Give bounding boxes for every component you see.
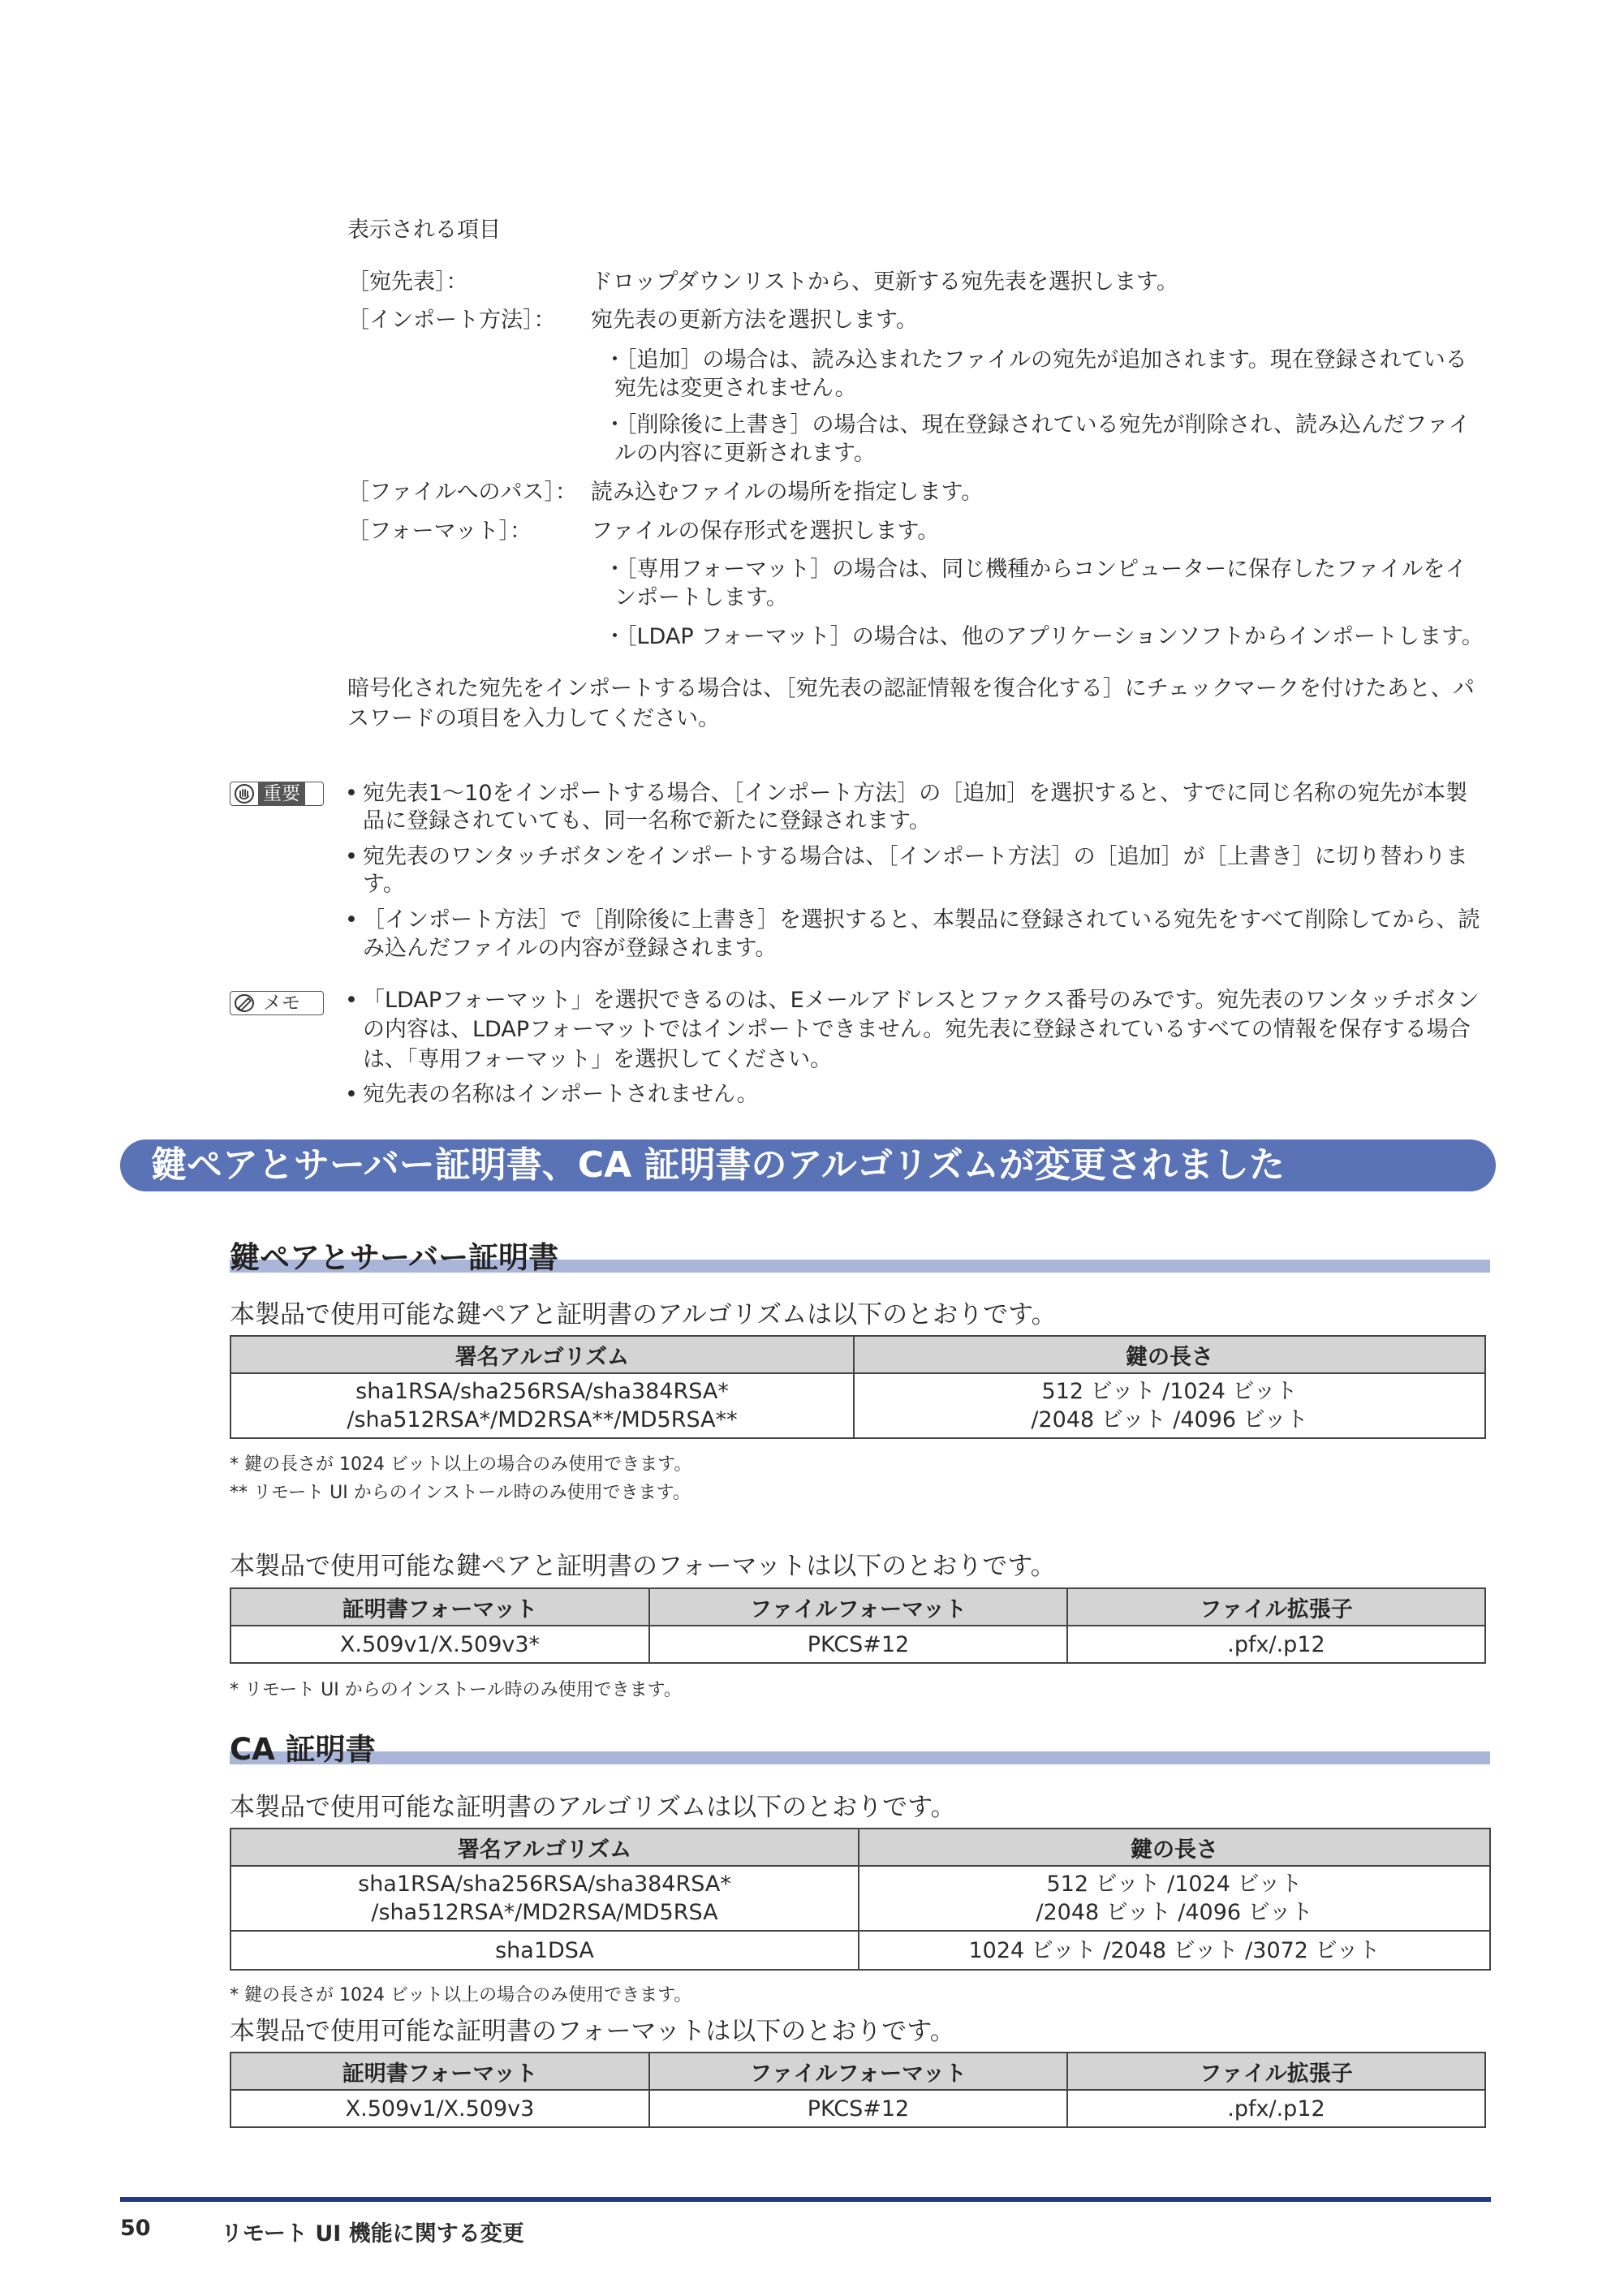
table-header: 署名アルゴリズム bbox=[230, 1336, 854, 1373]
term-address-book: ［宛先表］： bbox=[347, 269, 468, 295]
memo-bullet-1-line2: の内容は、LDAPフォーマットではインポートできません。宛先表に登録されているすべての情報を保存する場合 bbox=[363, 1017, 1471, 1042]
encrypted-note-line1: 暗号化された宛先をインポートする場合は、［宛先表の認証情報を復合化する］にチェックマークを付けたあと、パ bbox=[347, 676, 1475, 701]
term-import-method: ［インポート方法］： bbox=[347, 308, 556, 333]
server-cert-heading: 鍵ペアとサーバー証明書 bbox=[230, 1240, 559, 1275]
table-row bbox=[230, 1373, 1485, 1438]
server-cert-note-1: * 鍵の長さが 1024 ビット以上の場合のみ使用できます。 bbox=[230, 1454, 692, 1475]
table-cell: .pfx/.p12 bbox=[1067, 1626, 1485, 1663]
important-bullet-dot-1: • bbox=[345, 781, 358, 806]
table-header: ファイルフォーマット bbox=[649, 1588, 1067, 1626]
important-badge bbox=[230, 782, 324, 806]
encrypted-note-line2: スワードの項目を入力してください。 bbox=[347, 706, 720, 731]
server-cert-format-note: * リモート UI からのインストール時のみ使用できます。 bbox=[230, 1680, 682, 1700]
table-header: ファイル拡張子 bbox=[1067, 1588, 1485, 1626]
import-add-line2: 宛先は変更されません。 bbox=[614, 376, 857, 401]
server-cert-format-table bbox=[230, 1587, 1486, 1664]
table-row bbox=[230, 1931, 1490, 1970]
table-header: ファイル拡張子 bbox=[1067, 2053, 1485, 2090]
memo-bullet-2: 宛先表の名称はインポートされません。 bbox=[363, 1082, 759, 1107]
server-cert-algo-lead: 本製品で使用可能な鍵ペアと証明書のアルゴリズムは以下のとおりです。 bbox=[230, 1300, 1057, 1329]
table-cell: 1024 ビット /2048 ビット /3072 ビット bbox=[859, 1931, 1490, 1970]
table-cell bbox=[859, 1866, 1490, 1931]
table-cell: X.509v1/X.509v3 bbox=[230, 2090, 649, 2127]
server-cert-format-lead: 本製品で使用可能な鍵ペアと証明書のフォーマットは以下のとおりです。 bbox=[230, 1552, 1056, 1581]
table-cell: sha1DSA bbox=[230, 1931, 859, 1970]
important-bullet-1-line1: 宛先表1～10をインポートする場合、［インポート方法］の［追加］を選択すると、すでに同じ名称の宛先が本製 bbox=[363, 781, 1468, 806]
table-cell: .pfx/.p12 bbox=[1067, 2090, 1485, 2127]
memo-bullet-1-line3: は、「専用フォーマット」を選択してください。 bbox=[363, 1047, 833, 1072]
import-overwrite-line2: ルの内容に更新されます。 bbox=[614, 441, 876, 466]
import-add-line1: ・［追加］の場合は、読み込まれたファイルの宛先が追加されます。現在登録されている bbox=[604, 347, 1467, 373]
import-overwrite-line1: ・［削除後に上書き］の場合は、現在登録されている宛先が削除され、読み込んだファイ bbox=[604, 412, 1471, 437]
length-line: /2048 ビット /4096 ビット bbox=[1036, 1900, 1313, 1925]
ca-cert-algo-table bbox=[230, 1828, 1491, 1971]
table-cell: PKCS#12 bbox=[649, 1626, 1067, 1663]
important-bullet-2-line1: 宛先表のワンタッチボタンをインポートする場合は、［インポート方法］の［追加］が［上書き］に切り替わりま bbox=[363, 844, 1468, 869]
table-header: 署名アルゴリズム bbox=[230, 1829, 859, 1866]
term-format: ［フォーマット］： bbox=[347, 519, 532, 544]
table-cell: X.509v1/X.509v3* bbox=[230, 1626, 649, 1663]
table-row bbox=[230, 2090, 1485, 2127]
important-bullet-2-line2: す。 bbox=[363, 872, 405, 897]
section-banner-title: 鍵ペアとサーバー証明書、CA 証明書のアルゴリズムが変更されました bbox=[151, 1144, 1285, 1186]
memo-badge bbox=[230, 991, 324, 1015]
memo-label: メモ bbox=[263, 993, 300, 1014]
algo-line: sha1RSA/sha256RSA/sha384RSA* bbox=[355, 1379, 729, 1404]
format-dedicated-line2: ンポートします。 bbox=[614, 585, 788, 610]
memo-bullet-dot-2: • bbox=[345, 1082, 358, 1107]
length-line: /2048 ビット /4096 ビット bbox=[1031, 1407, 1308, 1432]
ca-cert-format-lead: 本製品で使用可能な証明書のフォーマットは以下のとおりです。 bbox=[230, 2017, 955, 2046]
memo-bullet-dot-1: • bbox=[345, 988, 358, 1013]
length-line: 512 ビット /1024 ビット bbox=[1041, 1379, 1298, 1404]
term-file-path: ［ファイルへのパス］： bbox=[347, 480, 577, 505]
important-bullet-1-line2: 品に登録されていても、同一名称で新たに登録されます。 bbox=[363, 808, 931, 834]
server-cert-note-2: ** リモート UI からのインストール時のみ使用できます。 bbox=[230, 1483, 691, 1503]
important-bullet-3-line1: ［インポート方法］で［削除後に上書き］を選択すると、本製品に登録されている宛先をすべて削除してから、読 bbox=[363, 907, 1480, 933]
ca-cert-heading-bar bbox=[230, 1751, 1490, 1764]
table-header: 鍵の長さ bbox=[854, 1336, 1485, 1373]
table-cell bbox=[230, 1373, 854, 1438]
length-line: 512 ビット /1024 ビット bbox=[1046, 1872, 1303, 1897]
desc-address-book: ドロップダウンリストから、更新する宛先表を選択します。 bbox=[591, 269, 1178, 295]
important-bullet-dot-2: • bbox=[345, 844, 358, 869]
page-number: 50 bbox=[120, 2216, 151, 2241]
important-bullet-dot-3: • bbox=[345, 907, 358, 933]
table-header: 証明書フォーマット bbox=[230, 2053, 649, 2090]
desc-format: ファイルの保存形式を選択します。 bbox=[591, 519, 940, 544]
algo-line: /sha512RSA*/MD2RSA/MD5RSA bbox=[371, 1900, 718, 1925]
desc-import-method: 宛先表の更新方法を選択します。 bbox=[591, 308, 918, 333]
table-cell bbox=[854, 1373, 1485, 1438]
ca-cert-algo-lead: 本製品で使用可能な証明書のアルゴリズムは以下のとおりです。 bbox=[230, 1793, 956, 1822]
table-header: 証明書フォーマット bbox=[230, 1588, 649, 1626]
items-title: 表示される項目 bbox=[347, 218, 501, 243]
memo-bullet-1-line1: 「LDAPフォーマット」を選択できるのは、Eメールアドレスとファクス番号のみです。宛先表のワンタッチボタン bbox=[363, 988, 1480, 1013]
ca-cert-heading: CA 証明書 bbox=[230, 1732, 376, 1767]
table-cell: PKCS#12 bbox=[649, 2090, 1067, 2127]
hand-stop-icon bbox=[234, 784, 255, 803]
footer-title: リモート UI 機能に関する変更 bbox=[221, 2221, 524, 2246]
table-header: ファイルフォーマット bbox=[649, 2053, 1067, 2090]
format-ldap-line1: ・［LDAP フォーマット］の場合は、他のアプリケーションソフトからインポートします。 bbox=[604, 624, 1484, 649]
table-row bbox=[230, 1626, 1485, 1663]
table-header: 鍵の長さ bbox=[859, 1829, 1490, 1866]
server-cert-algo-table bbox=[230, 1335, 1486, 1439]
table-row bbox=[230, 1866, 1490, 1931]
pencil-icon bbox=[234, 993, 255, 1013]
footer-rule bbox=[120, 2197, 1491, 2202]
important-label: 重要 bbox=[258, 782, 305, 806]
ca-cert-format-table bbox=[230, 2052, 1486, 2128]
ca-cert-algo-note: * 鍵の長さが 1024 ビット以上の場合のみ使用できます。 bbox=[230, 1985, 692, 2005]
desc-file-path: 読み込むファイルの場所を指定します。 bbox=[591, 480, 984, 505]
algo-line: /sha512RSA*/MD2RSA**/MD5RSA** bbox=[347, 1407, 738, 1432]
format-dedicated-line1: ・［専用フォーマット］の場合は、同じ機種からコンピューターに保存したファイルをイ bbox=[604, 557, 1467, 582]
algo-line: sha1RSA/sha256RSA/sha384RSA* bbox=[358, 1872, 731, 1897]
table-cell bbox=[230, 1866, 859, 1931]
important-bullet-3-line2: み込んだファイルの内容が登録されます。 bbox=[363, 936, 778, 961]
